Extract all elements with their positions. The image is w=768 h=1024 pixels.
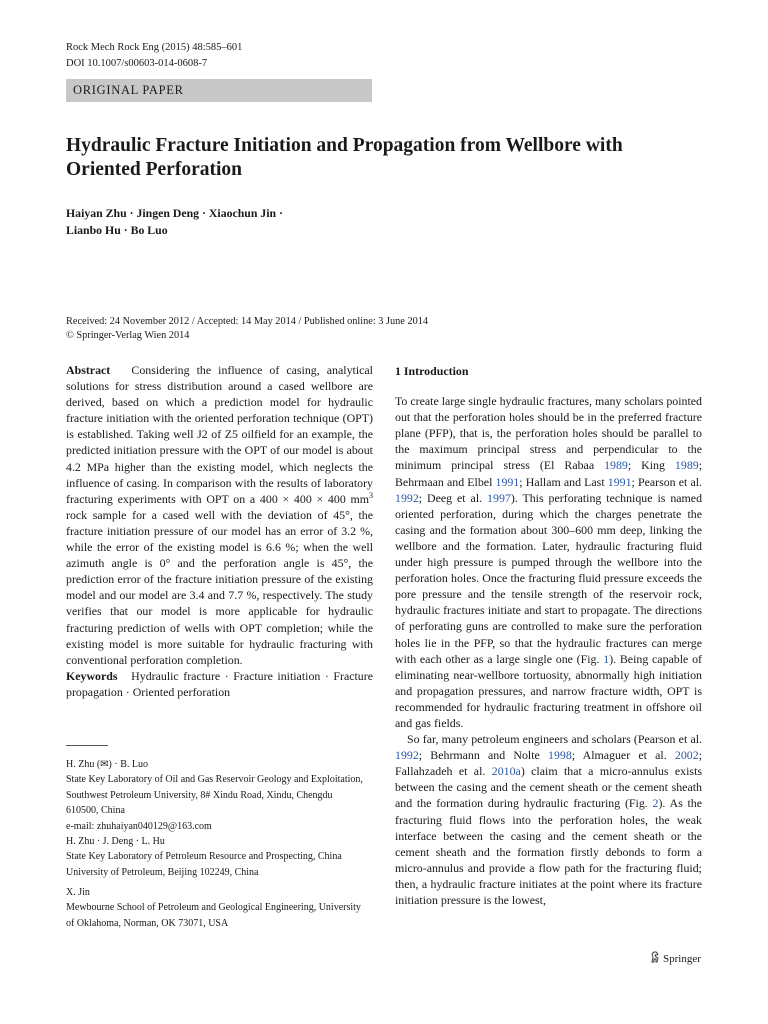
journal-header [66,40,242,72]
left-column [66,362,373,700]
keywords-text: Hydraulic fracture · Fracture initiation · Fracture propagation · Oriented perforation [66,668,373,699]
affiliation-3-names: X. Jin [66,887,90,898]
intro-p1-text: To create large single hydraulic fractures, many scholars pointed out that the perforation holes should be in the preferred fracture plane (PFP), that is, the perforation holes should be parallel to the maximum principal stress and perpendicular to the minimum principal stress (El Rabaa [395,394,702,473]
abstract-text-b: rock sample for a cased well with the deviation of 45°, the fracture initiation pressure of our model has an error of 3.2 %, while the error of the existing model is 6.6 %; when the well azimuth angle is 0° and the perforation angle is 45°, the prediction error of the fracture initiation pressure of the existing model and our model are 3.4 and 7.7 %, respectively. The study verifies that our model is more applicable for hydraulic fracturing prediction of wells with OPT completion; while the existing model is more suitable for hydraulic fracturing with conventional perforation completion. [66,507,373,667]
journal-citation: Rock Mech Rock Eng (2015) 48:585–601 [66,42,243,53]
citation-link[interactable]: 1989 [674,458,699,473]
figure-link[interactable]: 2 [652,796,659,811]
intro-p2-text: So far, many petroleum engineers and scholars (Pearson et al. [407,732,702,747]
intro-paragraph-2 [395,731,702,908]
intro-p2-text: ; Behrmann and Nolte [418,748,548,763]
citation-link[interactable]: 1989 [604,458,628,473]
doi[interactable]: DOI 10.1007/s00603-014-0608-7 [66,58,208,69]
intro-p1-text: ; Hallam and Last [519,474,608,489]
intro-p2-text: ). As the fracturing fluid flows into the perforation holes, the weak interface between the casing and the cement sheath or the cement sheath and the formation firstly debonds to form a micro-annulus and provide a flow path for the fracturing fluid; then, a hydraulic fracture initiates at the point where its fracture initiation pressure is the lowest, [395,796,703,907]
keywords [66,668,373,700]
affiliation-3 [66,885,366,931]
citation-link[interactable]: 2002 [674,748,699,763]
publisher-footer [650,951,701,967]
citation-link[interactable]: 1997 [487,490,511,505]
affiliation-1 [66,757,366,834]
intro-p1-text: ; Pearson et al. [631,474,702,489]
authors-line-1: Haiyan Zhu · Jingen Deng · Xiaochun Jin · [66,206,283,220]
intro-p1-text: ; Deeg et al. [418,490,488,505]
keywords-label: Keywords [66,668,118,683]
abstract-superscript: 3 [369,490,373,500]
intro-p2-text: ; Fallahzadeh et al. [395,748,702,779]
section-heading-introduction: 1 Introduction [395,364,469,378]
affiliation-1-email[interactable]: e-mail: zhuhaiyan040129@163.com [66,820,212,832]
article-type-banner: ORIGINAL PAPER [66,79,372,102]
figure-link[interactable]: 1 [603,651,610,666]
abstract-label: Abstract [66,363,111,377]
author-list [66,205,283,238]
affiliation-rule [66,745,108,746]
publication-dates [66,315,428,343]
intro-p2-text: ; Almaguer et al. [571,748,675,763]
intro-p1-text: ). This perforating technique is named oriented perforation, during which the charges penetrate the casing and the formation about 300–600 mm deep, linking the wellbore and the formation. Later, hydraulic fracturing fluid under high pressure is pumped through the wellbore into the perforation holes. Once the fracturing fluid pressure exceeds the pore pressure and the tensile strength of the reservoir rock, hydraulic fractures initiate and start to propagate. The directions of perforating guns are controlled to make sure the perforation holes lie in the PFP, so that the hydraulic fractures can merge with each other as a large single one (Fig. [395,490,703,666]
intro-p2-text: ) claim that a micro-annulus exists between the casing and the cement sheath or the cement sheath and the formation during hydraulic fracturing (Fig. [395,764,702,811]
springer-horse-icon [650,951,660,963]
intro-paragraph-1 [395,393,702,731]
intro-p1-text: ; Behrmaan and Elbel [395,458,703,489]
citation-link[interactable]: 2010a [491,764,521,779]
article-title: Hydraulic Fracture Initiation and Propagation from Wellbore with Oriented Perforation [66,135,623,180]
citation-link[interactable]: 1991 [607,474,632,489]
authors-line-2: Lianbo Hu · Bo Luo [66,222,168,237]
right-column [395,363,702,908]
affiliation-3-body: Mewbourne School of Petroleum and Geological Engineering, University of Oklahoma, Norman, OK 73071, USA [66,902,361,929]
citation-link[interactable]: 1992 [395,748,419,763]
affiliation-1-names: H. Zhu (✉) · B. Luo [66,759,148,770]
affiliation-2-names: H. Zhu · J. Deng · L. Hu [66,836,165,847]
affiliation-2-body: State Key Laboratory of Petroleum Resource and Prospecting, China University of Petroleum, Beijing 102249, China [66,851,342,878]
abstract [66,362,373,668]
affiliation-2 [66,834,366,880]
dates-line: Received: 24 November 2012 / Accepted: 14 May 2014 / Published online: 3 June 2014 [66,316,429,327]
affiliation-1-body: State Key Laboratory of Oil and Gas Reservoir Geology and Exploitation, Southwest Petroleum University, 8# Xindu Road, Xindu, Chengdu 610500, China [66,774,363,817]
intro-p1-text: ; King [627,458,675,473]
citation-link[interactable]: 1998 [548,748,572,763]
citation-link[interactable]: 1991 [495,474,520,489]
intro-p1-text: ). Being capable of eliminating near-wellbore tortuosity, abnormally high initiation and propagation pressures, and narrow fracture width, OPT is recommended for hydraulic fracturing treatment in offshore oil and gas fields. [395,651,702,730]
abstract-text-a: Considering the influence of casing, analytical solutions for stress distribution around a cased wellbore are derived, based on which a prediction model for hydraulic fracture initiation with the oriented perforation technique (OPT) is established. Taking well J2 of Z5 oilfield for an example, the predicted initiation pressure with the OPT of our model is about 4.2 MPa higher than the existing model, which neglects the influence of casing. In comparison with the results of laboratory fracturing experiments with OPT on a 400 × 400 × 400 mm [66,363,373,506]
citation-link[interactable]: 1992 [395,490,419,505]
copyright-line: © Springer-Verlag Wien 2014 [66,330,190,341]
publisher-name: Springer [663,953,701,965]
